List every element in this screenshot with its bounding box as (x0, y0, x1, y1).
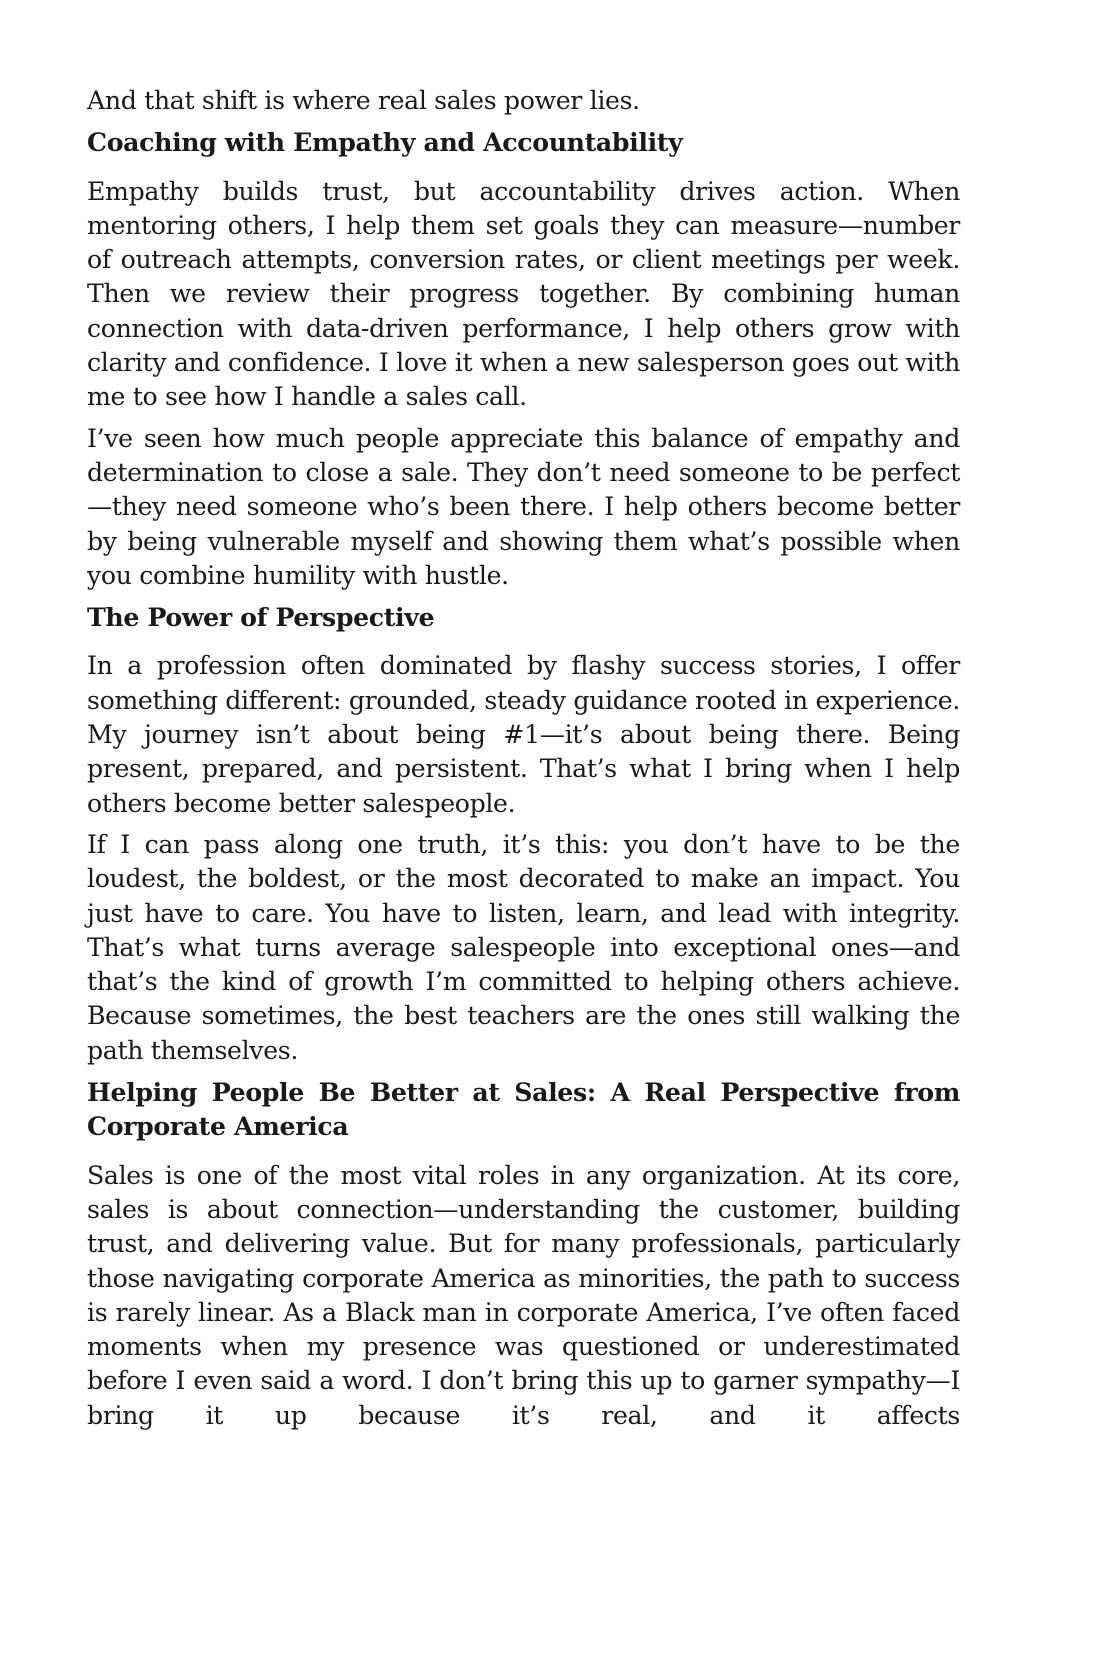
heading-helping-people-sales: Helping People Be Better at Sales: A Real Perspective from Corporate America (87, 1077, 960, 1142)
document-page (87, 84, 960, 1440)
heading-power-of-perspective: The Power of Perspective (87, 602, 435, 633)
paragraph-one-truth: If I can pass along one truth, it’s this: you don’t have to be the loudest, the boldest, or the most decorated to make an impact. You just have to care. You have to listen, learn, and lead with integrity. That’s what turns average salespeople into exceptional ones—and that’s the kind of growth I’m committed to helping others achieve. Because sometimes, the best teachers are the ones still walking the path themselves. (87, 829, 960, 1065)
paragraph-empathy-builds-trust: Empathy builds trust, but accountability drives action. When mentoring others, I help them set goals they can measure—number of outreach attempts, conversion rates, or client meetings per week. Then we review their progress together. By combining human connection with data-driven performance, I help others grow with clarity and confidence. I love it when a new salesperson goes out with me to see how I handle a sales call. (87, 176, 960, 412)
paragraph-balance-of-empathy: I’ve seen how much people appreciate this balance of empathy and determination to close a sale. They don’t need someone to be perfect—they need someone who’s been there. I help others become better by being vulnerable myself and showing them what’s possible when you combine humility with hustle. (87, 423, 960, 590)
paragraph-sales-vital-roles: Sales is one of the most vital roles in any organization. At its core, sales is about connection—understanding the customer, building trust, and delivering value. But for many professionals, particularly those navigating corporate America as minorities, the path to success is rarely linear. As a Black man in corporate America, I’ve often faced moments when my presence was questioned or underestimated before I even said a word. I don’t bring this up to garner sympathy—I bring it up because it’s real, and it affects (87, 1160, 960, 1430)
heading-coaching-empathy-accountability: Coaching with Empathy and Accountability (87, 127, 683, 158)
paragraph-closing-line: And that shift is where real sales power lies. (87, 86, 640, 115)
paragraph-flashy-success-stories: In a profession often dominated by flashy success stories, I offer something different: grounded, steady guidance rooted in experience. My journey isn’t about being #1—it’s about being there. Being present, prepared, and persistent. That’s what I bring when I help others become better salespeople. (87, 651, 960, 818)
